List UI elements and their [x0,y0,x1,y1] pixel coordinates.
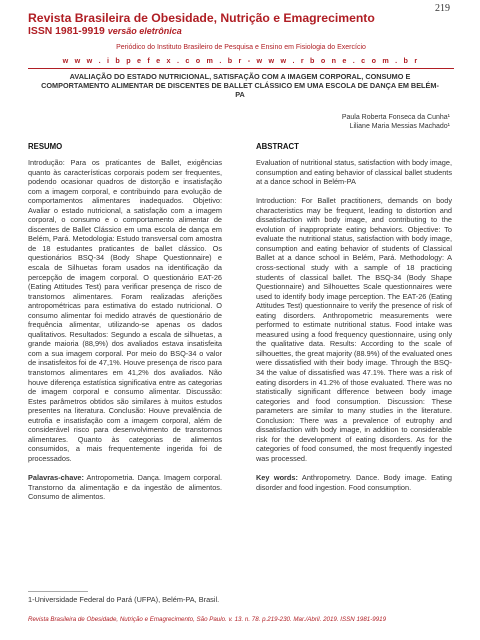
page-number: 219 [435,3,450,14]
resumo-heading: RESUMO [28,142,63,151]
resumo-keywords [28,473,222,502]
author-2: Liliane Maria Messias Machado¹ [349,123,450,130]
resumo-keywords-text: Antropometria. Dança. Imagem corporal. Transtorno da alimentação e da ingestão de alimentos. Consumo de alimentos. [28,473,222,502]
journal-subtitle: Periódico do Instituto Brasileiro de Pesquisa e Ensino em Fisiologia do Exercício [116,44,366,51]
abstract-keywords-text: Anthropometry. Dance. Body image. Eating disorder and food ingestion. Food consumption. [256,473,452,492]
resumo-text: Introdução: Para os praticantes de Ballet, exigências quanto às características corporais podem ser frequentes, podendo ocasionar quadros de distorção e insatisfação com a imagem corporal, e contribuindo para evolução de comportamentos alimentares inadequados. Objetivo: Avaliar o estado nutricional, a satisfação com a imagem corporal, o consumo e o comportamento alimentar de discentes de Ballet Clássico em uma escola de dança em Belém, Pará. Metodologia: Estudo transversal com amostra de 18 estudantes praticantes de ballet clássico. Os questionários BSQ-34 (Body Shape Questionnaire) e escala de Silhuetas foram usados na identificação da percepção de imagem corporal. O questionário EAT-26 (Eating Attitudes Test) para verificar presença de risco de transtornos alimentares. Foram realizadas aferições antropométricas para estimativa do estado nutricional. O consumo alimentar foi medido através de questionário de frequência alimentar, utilizando-se apenas os dados qualitativos. Resultados: Segundo a escala de silhuetas, a grande maioria (88,9%) dos avaliados estava insatisfeita com a sua imagem corporal. Por meio do BSQ-34 o valor de insatisfeitos foi de 47,1%. Houve presença de risco para transtornos alimentares em 41,2% dos avaliados. Não houve diferença estatística significativa entre as categorias de imagem corporal e consumo alimentar. Discussão: Estes parâmetros obtidos são similares à muitos estudos presentes na literatura. Conclusão: Houve prevalência de eutrofia e insatisfação com a imagem corporal, além de considerável risco para desenvolvimento de transtornos alimentares. Quanto às categorias de alimentos consumidos, a mais frequentemente ingerida foi de processados. [28,158,222,463]
abstract-keywords-label: Key words: [256,473,298,483]
footnote-divider [28,591,88,592]
abstract-text: Introduction: For Ballet practitioners, demands on body characteristics may be frequent, leading to distortion and dissatisfaction with body image, and contributing to the evolution of inappropriate eating behaviors. Objective: To evaluate the nutritional status, satisfaction with body image, consumption and eating behavior of students of Classical Ballet at a dance school in Belém, Pará. Methodology: A cross-sectional study with a sample of 18 practicing students of classical ballet. The BSQ-34 (Body Shape Questionnaire) and Silhouettes Scale questionnaires were used to identify body image perception. The EAT-26 (Eating Attitudes Test) questionnaire to verify the presence of risk of eating disorders. Anthropometric measurements were performed to estimate nutritional status. Food intake was measured using a food frequency questionnaire, using only the qualitative data. Results: According to the scale of silhouettes, the great majority (88.9%) of the evaluated ones were dissatisfied with their body image. Through the BSQ-34 the value of dissatisfied was 47.1%. There was a risk of eating disorders in 41.2% of those evaluated. There was no statistically significant difference between body image categories and food consumption. Discussion: These parameters are similar to many studies in the literature. Conclusion: There was a prevalence of eutrophy and dissatisfaction with body image, in addition to considerable risk for the development of eating disorders. As for the categories of food consumed, the most frequently ingested was processed. [256,196,452,463]
author-1: Paula Roberta Fonseca da Cunha¹ [341,114,450,121]
affiliation-footnote: 1-Universidade Federal do Pará (UFPA), Belém-PA, Brasil. [28,595,220,604]
journal-issn [28,26,182,37]
header-divider [28,68,454,69]
issn-number: ISSN 1981-9919 [28,26,105,37]
resumo-keywords-label: Palavras-chave: [28,473,84,483]
issn-version: versão eletrônica [107,26,182,36]
abstract-english-title: Evaluation of nutritional status, satisfaction with body image, consumption and eating behavior of classical ballet students at a dance school in Belém-PA [256,158,452,187]
resumo-column [28,158,222,502]
article-title: AVALIAÇÃO DO ESTADO NUTRICIONAL, SATISFAÇÃO COM A IMAGEM CORPORAL, CONSUMO E COMPORTAMENTO ALIMENTAR DE DISCENTES DE BALLET CLÁSSICO EM UMA ESCOLA DE DANÇA EM BELÉM-PA [41,72,439,99]
journal-website-link[interactable]: w w w . i b p e f e x . c o m . b r - w w w . r b o n e . c o m . b r [62,56,420,65]
abstract-keywords [256,473,452,492]
abstract-heading: ABSTRACT [256,142,299,151]
page-footer: Revista Brasileira de Obesidade, Nutrição e Emagrecimento, São Paulo. v. 13. n. 78. p.219-230. Mar./Abril. 2019. ISSN 1981-9919 [28,616,387,623]
abstract-column [256,158,452,492]
journal-title: Revista Brasileira de Obesidade, Nutrição e Emagrecimento [28,11,375,25]
